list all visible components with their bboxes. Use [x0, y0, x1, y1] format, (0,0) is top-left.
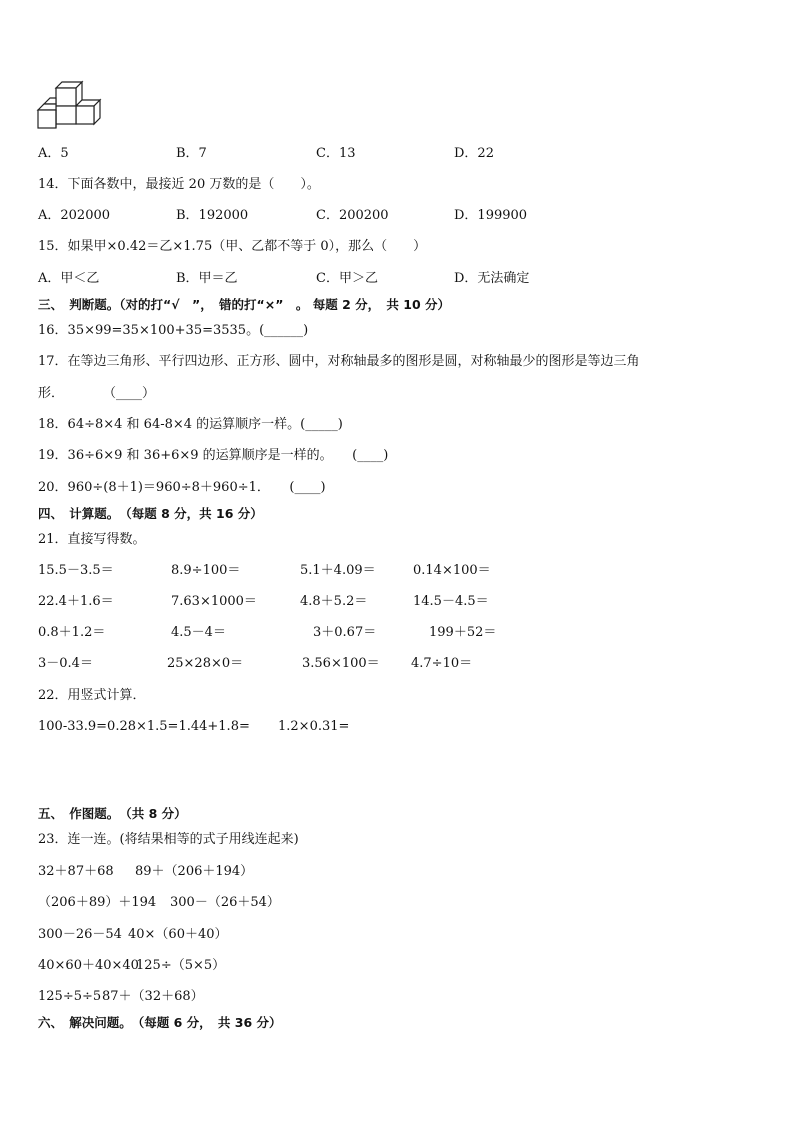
- calc-item: 3＋0.67＝: [313, 625, 377, 640]
- calc-item: 15.5－3.5＝: [38, 563, 114, 578]
- question-19: 19．36÷6×9 和 36+6×9 的运算顺序是一样的。 (____): [38, 448, 389, 463]
- match-right: 89＋（206＋194）: [135, 864, 254, 879]
- question-17-line-2: 形． （____）: [38, 386, 156, 401]
- calc-item: 14.5－4.5＝: [413, 594, 489, 609]
- option-a: A．甲＜乙: [38, 271, 100, 286]
- section-6-title: 六、 解决问题。 （每题 6 分， 共 36 分）: [38, 1015, 282, 1030]
- question-14: 14．下面各数中，最接近 20 万数的是（ ）。: [38, 177, 320, 192]
- calc-item: 8.9÷100＝: [171, 563, 241, 578]
- question-15: 15．如果甲×0.42＝乙×1.75（甲、乙都不等于 0），那么（ ）: [38, 239, 427, 254]
- vertical-calc-item: 100-33.9=0.28×1.5=1.44+1.8=: [38, 719, 250, 734]
- calc-item: 5.1＋4.09＝: [300, 563, 376, 578]
- calc-item: 7.63×1000＝: [171, 594, 257, 609]
- option-b: B．192000: [176, 208, 249, 223]
- match-right: 40×（60＋40）: [128, 927, 228, 942]
- question-22: 22．用竖式计算．: [38, 688, 146, 703]
- match-left: 125÷5÷5: [38, 989, 102, 1004]
- calc-item: 0.14×100＝: [413, 563, 491, 578]
- match-right: 87＋（32＋68）: [102, 989, 204, 1004]
- question-20: 20．960÷(8＋1)＝960÷8＋960÷1． (____): [38, 480, 326, 495]
- section-3-title: 三、 判断题。（对的打“√ ”， 错的打“×” 。 每题 2 分， 共 10 分）: [38, 297, 451, 312]
- match-left: 32＋87＋68: [38, 864, 114, 879]
- question-23: 23．连一连。(将结果相等的式子用线连起来): [38, 832, 299, 847]
- match-right: 125÷（5×5）: [136, 958, 226, 973]
- question-16: 16．35×99=35×100+35=3535。(______): [38, 323, 309, 338]
- calc-item: 3.56×100＝: [302, 656, 380, 671]
- option-c: C．13: [316, 146, 356, 161]
- option-a: A．202000: [38, 208, 111, 223]
- calc-item: 4.8＋5.2＝: [300, 594, 368, 609]
- section-4-title: 四、 计算题。 （每题 8 分，共 16 分）: [38, 506, 263, 521]
- option-d: D．22: [454, 146, 494, 161]
- question-17-line-1: 17．在等边三角形、平行四边形、正方形、圆中，对称轴最多的图形是圆，对称轴最少的图形是等边三角: [38, 354, 640, 369]
- calc-item: 25×28×0＝: [167, 656, 244, 671]
- vertical-calc-item: 1.2×0.31=: [278, 719, 350, 734]
- option-b: B．甲＝乙: [176, 271, 238, 286]
- option-c: C．200200: [316, 208, 389, 223]
- option-b: B．7: [176, 146, 207, 161]
- match-right: 300－（26＋54）: [170, 895, 280, 910]
- option-c: C．甲＞乙: [316, 271, 378, 286]
- question-21: 21．直接写得数。: [38, 532, 146, 547]
- section-5-title: 五、 作图题。 （共 8 分）: [38, 806, 187, 821]
- option-d: D．199900: [454, 208, 528, 223]
- match-left: （206＋89）＋194: [38, 895, 157, 910]
- option-a: A．5: [38, 146, 69, 161]
- calc-item: 4.5－4＝: [171, 625, 226, 640]
- calc-item: 22.4＋1.6＝: [38, 594, 114, 609]
- question-18: 18．64÷8×4 和 64-8×4 的运算顺序一样。(_____): [38, 417, 343, 432]
- calc-item: 199＋52＝: [429, 625, 497, 640]
- calc-item: 0.8＋1.2＝: [38, 625, 106, 640]
- calc-item: 4.7÷10＝: [411, 656, 473, 671]
- cube-stack-figure: [36, 80, 102, 132]
- match-left: 40×60＋40×40: [38, 958, 139, 973]
- calc-item: 3－0.4＝: [38, 656, 93, 671]
- match-left: 300－26－54: [38, 927, 122, 942]
- option-d: D．无法确定: [454, 271, 530, 286]
